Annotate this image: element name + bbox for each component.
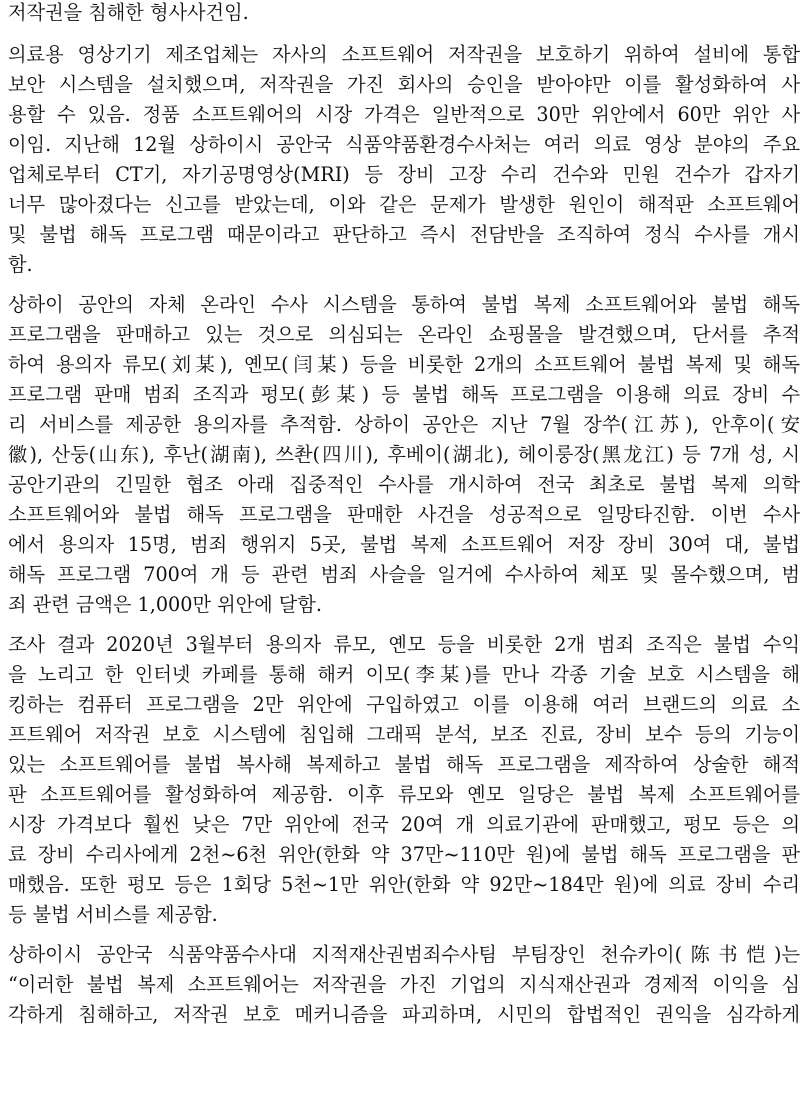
text-line: 료 장비 수리사에게 2천~6천 위안(한화 약 37만~110만 원)에 불법 해독 프로그램을 판 — [8, 843, 800, 866]
text-line: 해독 프로그램 700여 개 등 관련 범죄 사슬을 일거에 수사하여 체포 및 몰수했으며, 범 — [8, 563, 800, 586]
text-line: 프로그램 판매 범죄 조직과 펑모(彭某) 등 불법 해독 프로그램을 이용해 의료 장비 수 — [8, 383, 800, 406]
paragraph-intro-tail — [8, 0, 800, 28]
text-line: 에서 용의자 15명, 범죄 행위지 5곳, 불법 복제 소프트웨어 저장 장비 30여 대, 불법 — [8, 533, 800, 556]
paragraph-background — [8, 40, 800, 280]
text-line: “이러한 불법 복제 소프트웨어는 저작권을 가진 기업의 지식재산권과 경제적 이익을 심 — [8, 973, 800, 996]
paragraph-official-quote — [8, 940, 800, 1030]
text-line: 함. — [8, 253, 33, 276]
text-line: 있는 소프트웨어를 불법 복사해 복제하고 불법 해독 프로그램을 제작하여 상술한 해적 — [8, 753, 800, 776]
text-line: 매했음. 또한 펑모 등은 1회당 5천~1만 위안(한화 약 92만~184만 원)에 의료 장비 수리 — [8, 873, 800, 896]
text-line: 프트웨어 저작권 보호 시스템에 침입해 그래픽 분석, 보조 진료, 장비 보수 등의 기능이 — [8, 723, 800, 746]
text-line: 죄 관련 금액은 1,000만 위안에 달함. — [8, 593, 322, 616]
text-line: 시장 가격보다 훨씬 낮은 7만 위안에 전국 20여 개 의료기관에 판매했고, 펑모 등은 의 — [8, 813, 800, 836]
text-line: 용할 수 있음. 정품 소프트웨어의 시장 가격은 일반적으로 30만 위안에서 60만 위안 사 — [8, 103, 800, 126]
text-line: 킹하는 컴퓨터 프로그램을 2만 위안에 구입하였고 이를 이용해 여러 브랜드의 의료 소 — [8, 693, 800, 716]
text-line: 업체로부터 CT기, 자기공명영상(MRI) 등 장비 고장 수리 건수와 민원 건수가 갑자기 — [8, 163, 800, 186]
text-line: 소프트웨어와 불법 해독 프로그램을 판매한 사건을 성공적으로 일망타진함. 이번 수사 — [8, 503, 800, 526]
text-line: 판 소프트웨어를 활성화하여 제공함. 이후 류모와 옌모 일당은 불법 복제 소프트웨어를 — [8, 783, 800, 806]
text-line: 각하게 침해하고, 저작권 보호 메커니즘을 파괴하며, 시민의 합법적인 권익을 심각하게 — [8, 1003, 800, 1026]
text-line: 徽), 산둥(山东), 후난(湖南), 쓰촨(四川), 후베이(湖北), 헤이룽장(黑龙江) 등 7개 성, 시 — [8, 443, 800, 466]
text-line: 조사 결과 2020년 3월부터 용의자 류모, 옌모 등을 비롯한 2개 범죄 조직은 불법 수익 — [8, 633, 800, 656]
text-line: 의료용 영상기기 제조업체는 자사의 소프트웨어 저작권을 보호하기 위하여 설비에 통합 — [8, 43, 800, 66]
paragraph-findings — [8, 630, 800, 930]
document-page — [8, 0, 800, 1040]
text-line: 공안기관의 긴밀한 협조 아래 집중적인 수사를 개시하여 전국 최초로 불법 복제 의학 — [8, 473, 800, 496]
text-line: 등 불법 서비스를 제공함. — [8, 903, 218, 926]
text-line: 보안 시스템을 설치했으며, 저작권을 가진 회사의 승인을 받아야만 이를 활성화하여 사 — [8, 73, 800, 96]
text-line: 상하이시 공안국 식품약품수사대 지적재산권범죄수사팀 부팀장인 천슈카이(陈书恺)는 — [8, 943, 800, 966]
text-line: 너무 많아졌다는 신고를 받았는데, 이와 같은 문제가 발생한 원인이 해적판 소프트웨어 — [8, 193, 800, 216]
text-line: 하여 용의자 류모(刘某), 옌모(闫某) 등을 비롯한 2개의 소프트웨어 불법 복제 및 해독 — [8, 353, 800, 376]
text-line: 프로그램을 판매하고 있는 것으로 의심되는 온라인 쇼핑몰을 발견했으며, 단서를 추적 — [8, 323, 800, 346]
text-line: 이임. 지난해 12월 상하이시 공안국 식품약품환경수사처는 여러 의료 영상 분야의 주요 — [8, 133, 800, 156]
paragraph-investigation — [8, 290, 800, 620]
text-line: 저작권을 침해한 형사사건임. — [8, 1, 249, 24]
text-line: 을 노리고 한 인터넷 카페를 통해 해커 이모(李某)를 만나 각종 기술 보호 시스템을 해 — [8, 663, 800, 686]
text-line: 상하이 공안의 자체 온라인 수사 시스템을 통하여 불법 복제 소프트웨어와 불법 해독 — [8, 293, 800, 316]
text-line: 및 불법 해독 프로그램 때문이라고 판단하고 즉시 전담반을 조직하여 정식 수사를 개시 — [8, 223, 800, 246]
text-line: 리 서비스를 제공한 용의자를 추적함. 상하이 공안은 지난 7월 장쑤(江苏), 안후이(安 — [8, 413, 800, 436]
